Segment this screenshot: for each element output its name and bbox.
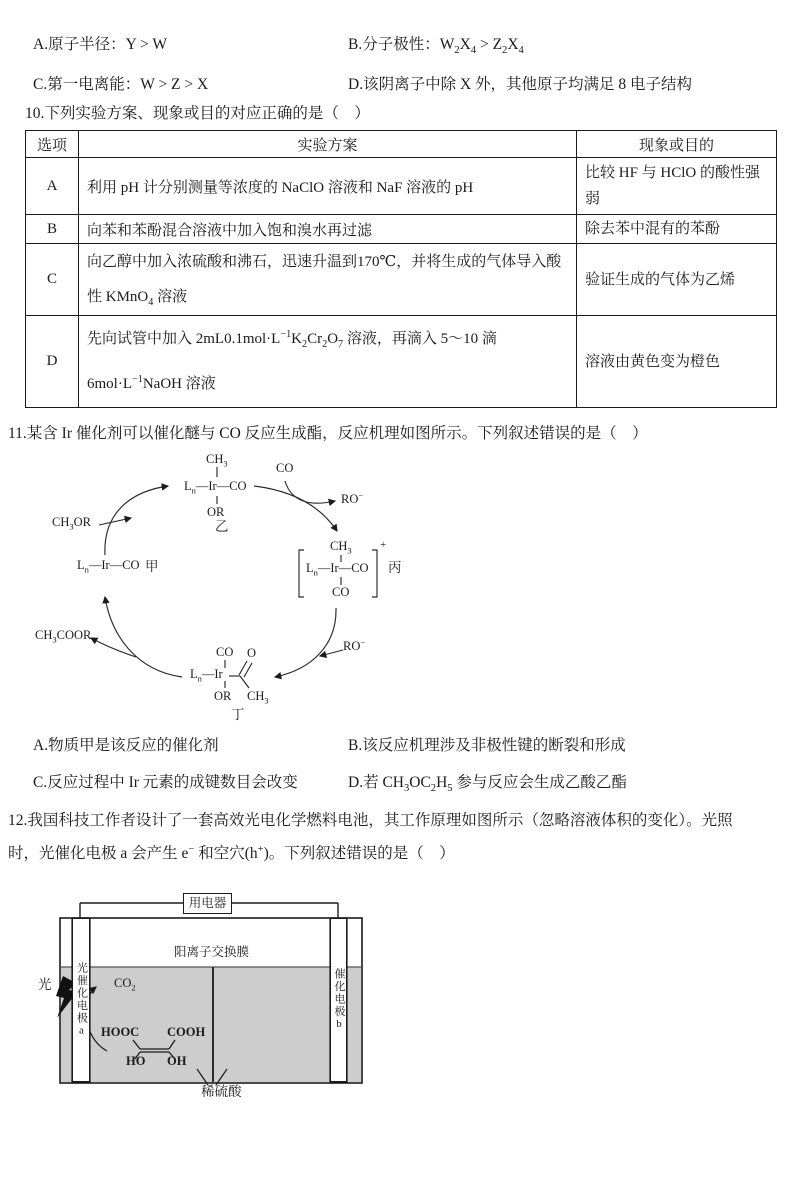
yi-name: 乙 [215,519,229,534]
q11-option-a: A.物质甲是该反应的催化剂 [33,737,219,754]
table-row [26,158,777,215]
jia-name: 甲 [145,559,159,574]
q10-table-wrap [25,130,777,408]
co2-label: $CO_2$ [114,976,136,993]
ding-name: 丁 [231,707,245,722]
q10-row-c-option: C [26,244,79,316]
catalytic-electrode-b [330,918,347,1082]
ding-ch3-label: $CH_3$ [247,689,269,706]
q10-row-d-plan: 先向试管中加入 $2mL0.1mol\cdot L^{-1}K_2Cr_2O_7$ 溶液，再滴入 5～10 滴 $6mol\cdot L^{-1}NaOH$ 溶液 [79,316,577,408]
q10-row-b-option: B [26,215,79,244]
cooh-label: COOH [167,1025,206,1039]
q11-option-d: D.若 $CH_3OC_2H_5$ 参与反应会生成乙酸乙酯 [348,774,627,795]
ding-lnir-label: $L_n—Ir$ [190,667,223,684]
ding-o-label: O [247,646,257,660]
ro-in-label: RO− [343,636,366,653]
co-in-label: CO [276,461,294,475]
ch3coor-label: $CH_3COOR$ [35,628,92,645]
q11-stem: 11.某含 Ir 催化剂可以催化醚与 CO 反应生成酯，反应机理如图所示。下列叙述错误的是（ ） [8,425,648,442]
q10-header-result: 现象或目的 [577,131,777,158]
yi-or-label: OR [207,505,225,519]
bing-ch3-label: $CH_3$ [330,539,352,556]
table-row [26,215,777,244]
q10-header-plan: 实验方案 [79,131,577,158]
q10-row-b-result: 除去苯中混有的苯酚 [577,215,777,244]
jia-lnirco-label: $L_n—Ir—CO$ [77,558,140,575]
q10-row-c-plan: 向乙醇中加入浓硫酸和沸石，迅速升温到170℃，并将生成的气体导入酸性 KMnO$_4$ 溶液 [79,244,577,316]
q10-row-d-option: D [26,316,79,408]
fuel-cell-diagram [30,888,380,1123]
ding-co-label: CO [216,645,234,659]
q10-row-a-plan: 利用 pH 计分别测量等浓度的 NaClO 溶液和 NaF 溶液的 pH [79,158,577,215]
q10-row-c-result: 验证生成的气体为乙烯 [577,244,777,316]
table-row [26,244,777,316]
yi-ch3-label: $CH_3$ [206,452,228,469]
q10-header-option: 选项 [26,131,79,158]
catalytic-cycle-diagram [35,448,455,733]
yi-lnirco-label: $L_n—Ir—CO$ [184,479,247,496]
q11-option-b: B.该反应机理涉及非极性键的断裂和形成 [348,737,626,754]
photo-electrode-a [72,918,90,1082]
ro-out-label: RO− [341,489,364,506]
bing-lnirco-label: $L_n—Ir—CO$ [306,561,369,578]
q12-stem-line1: 12.我国科技工作者设计了一套高效光电化学燃料电池，其工作原理如图所示（忽略溶液体积的变化）。光照 [8,812,733,829]
q10-row-b-plan: 向苯和苯酚混合溶液中加入饱和溴水再过滤 [79,215,577,244]
q9-option-a: A.原子半径：Y > W [33,36,168,53]
catalytic-electrode-b-label: 催化电极b [333,968,345,1032]
q9-option-b: B.分子极性：$W_2X_4 > Z_2X_4$ [348,36,524,57]
dilute-acid-label: 稀硫酸 [201,1084,242,1099]
q10-row-d-result: 溶液由黄色变为橙色 [577,316,777,408]
appliance-box: 用电器 [183,893,232,914]
q10-row-a-option: A [26,158,79,215]
q9-option-d: D.该阴离子中除 X 外，其他原子均满足 8 电子结构 [348,76,693,93]
ding-or-label: OR [214,689,232,703]
q12-stem-line2: 时，光催化电极 a 会产生 e− 和空穴(h+)。下列叙述错误的是（ ） [8,843,455,862]
ch3or-label: $CH_3OR$ [52,515,91,532]
hooc-label: HOOC [101,1025,140,1039]
q10-row-a-result: 比较 HF 与 HClO 的酸性强弱 [577,158,777,215]
ho-label: HO [126,1054,146,1068]
bing-charge: + [380,539,387,551]
bing-co-label: CO [332,585,350,599]
q10-stem: 10.下列实验方案、现象或目的对应正确的是（ ） [25,105,370,122]
oh-label: OH [167,1054,187,1068]
membrane-label: 阳离子交换膜 [174,945,250,959]
bing-name: 丙 [388,560,402,575]
light-label: 光 [38,977,52,992]
q10-table [25,130,777,408]
q9-option-c: C.第一电离能：W > Z > X [33,76,209,93]
table-row [26,316,777,408]
q11-option-c: C.反应过程中 Ir 元素的成键数目会改变 [33,774,298,791]
photo-electrode-a-label: 光催化电极a [75,962,88,1038]
